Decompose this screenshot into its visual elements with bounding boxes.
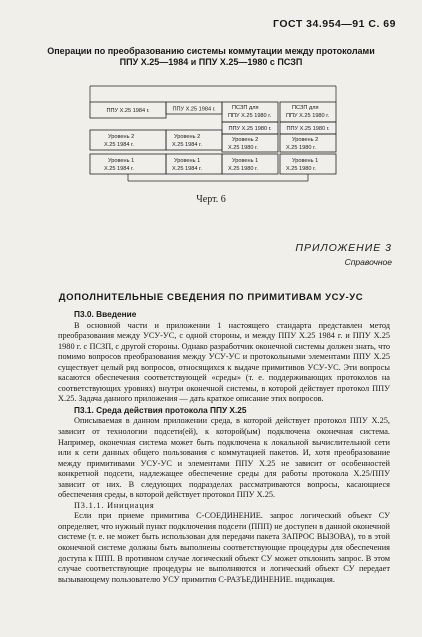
subsection-heading-p30: П3.0. Введение xyxy=(74,309,137,319)
col4-box2-label: ППУ Х.25 1980 г. xyxy=(286,126,330,132)
paragraph-p30: В основной части и приложении 1 настоящего стандарта представлен метод преобразования между УСУ-УС, с одной стороны, и между ППУ Х.25 1984 г. и ППУ Х.25 1980 г. с ПСЗП, с другой стороны. Однако разработчик оконечной системы должен знать, что помимо вопросов преобразования между УСУ-УС и протокольными элементами ППУ Х.25 существует целый ряд вопросов, относящихся к выдаче примитивов УСУ-УС. Эти вопросы касаются обеспечения соответствующей «среды» (т. е. поддерживающих протоколов на соответствующих уровнях) внутри оконечной системы, в которой действует протокол ППУ Х.25. Задача данного приложения — дать краткое описание этих вопросов. xyxy=(58,320,390,404)
col1-box2-line2: Х.25 1984 г. xyxy=(104,142,134,148)
appendix-heading xyxy=(295,242,392,267)
col2-box1-label: ППУ Х.25 1984 г. xyxy=(172,106,216,113)
col3-box4-line1: Уровень 1 xyxy=(232,158,259,164)
page-header: ГОСТ 34.954—91 С. 69 xyxy=(273,18,396,30)
col4-box4-line1: Уровень 1 xyxy=(292,158,319,164)
diagram-caption xyxy=(20,46,402,68)
col4-box1-line1: ПСЗП для xyxy=(292,105,319,111)
col1-box1-label: ППУ Х.25 1984 г. xyxy=(106,108,150,114)
caption-line-1: Операции по преобразованию системы коммутации между протоколами xyxy=(47,46,375,56)
bottom-connection xyxy=(128,174,308,181)
col3-box1-line2: ППУ Х.25 1980 г. xyxy=(228,113,272,119)
caption-line-2: ППУ Х.25—1984 и ППУ Х.25—1980 с ПСЗП xyxy=(119,57,303,67)
figure-label: Черт. 6 xyxy=(196,194,226,205)
col4-box3-line1: Уровень 2 xyxy=(292,137,319,143)
col1-box3-line1: Уровень 1 xyxy=(108,158,135,164)
protocol-diagram xyxy=(82,80,344,186)
col1-box2-line1: Уровень 2 xyxy=(108,134,135,140)
section-title: ДОПОЛНИТЕЛЬНЫЕ СВЕДЕНИЯ ПО ПРИМИТИВАМ УСУ-УС xyxy=(58,292,364,303)
subsection-heading-p311: П3.1.1. Инициация xyxy=(74,500,155,510)
appendix-subtitle: Справочное xyxy=(344,257,392,267)
col3-box1-line1: ПСЗП для xyxy=(232,105,259,111)
col4-box4-line2: Х.25 1980 г. xyxy=(286,166,316,172)
subsection-heading-p31: П3.1. Среда действия протокола ППУ Х.25 xyxy=(74,404,247,415)
col3-box3-line2: Х.25 1980 г. xyxy=(228,145,258,151)
col2-box3-line2: Х.25 1984 г. xyxy=(172,166,202,172)
col3-box3-line1: Уровень 2 xyxy=(232,137,259,143)
col2-box3-line1: Уровень 1 xyxy=(174,158,201,164)
col3-box2-label: ППУ Х.25 1980 г. xyxy=(228,126,272,132)
paragraph-p311: Если при приеме примитива С-СОЕДИНЕНИЕ. запрос логический объект СУ определяет, что нужный пункт подключения подсети (ППП) не доступен в данной оконечной системе (т. е. не может быть использован для передачи пакета ЗАПРОС ВЫЗОВА), то в этой оконечной системе должны быть выполнены соответствующие процедуры для обеспечения доступа к ППП. В противном случае логический объект СУ может отклонить запрос. В этом случае соответствующие процедуры не выполняются и логический объект СУ передает вызывающему пользователю УСУ примитив С-РАЗЪЕДИНЕНИЕ. индикация. xyxy=(58,511,390,584)
col1-box3-line2: Х.25 1984 г. xyxy=(104,166,134,172)
connection-bracket xyxy=(90,86,336,102)
col2-box2-line2: Х.25 1984 г. xyxy=(172,142,202,148)
col4-box1-line2: ППУ Х.25 1980 г. xyxy=(286,113,330,119)
body-text xyxy=(58,309,390,585)
appendix-title: ПРИЛОЖЕНИЕ 3 xyxy=(295,242,392,254)
paragraph-p31: Описываемая в данном приложении среда, в которой действует протокол ППУ Х.25, зависит от технологии подсети(ей), к которой(ым) подключена оконечная система. Например, оконечная система может быть подключена к локальной вычислительной сети или к сети данных общего пользования с коммутацией пакетов. И, хотя преобразование между примитивами УСУ-УС и элементами ППУ Х.25 не зависит от особенностей конкретной подсети, надлежащее обеспечение среды для работы протокола Х.25/ППУ зависит от них. В следующих подразделах рассматриваются вопросы, касающиеся обеспечения среды, в которой действует протокол ППУ Х.25. xyxy=(58,416,390,500)
col4-box3-line2: Х.25 1980 г. xyxy=(286,145,316,151)
col3-box4-line2: Х.25 1980 г. xyxy=(228,166,258,172)
col2-box2-line1: Уровень 2 xyxy=(174,134,201,140)
